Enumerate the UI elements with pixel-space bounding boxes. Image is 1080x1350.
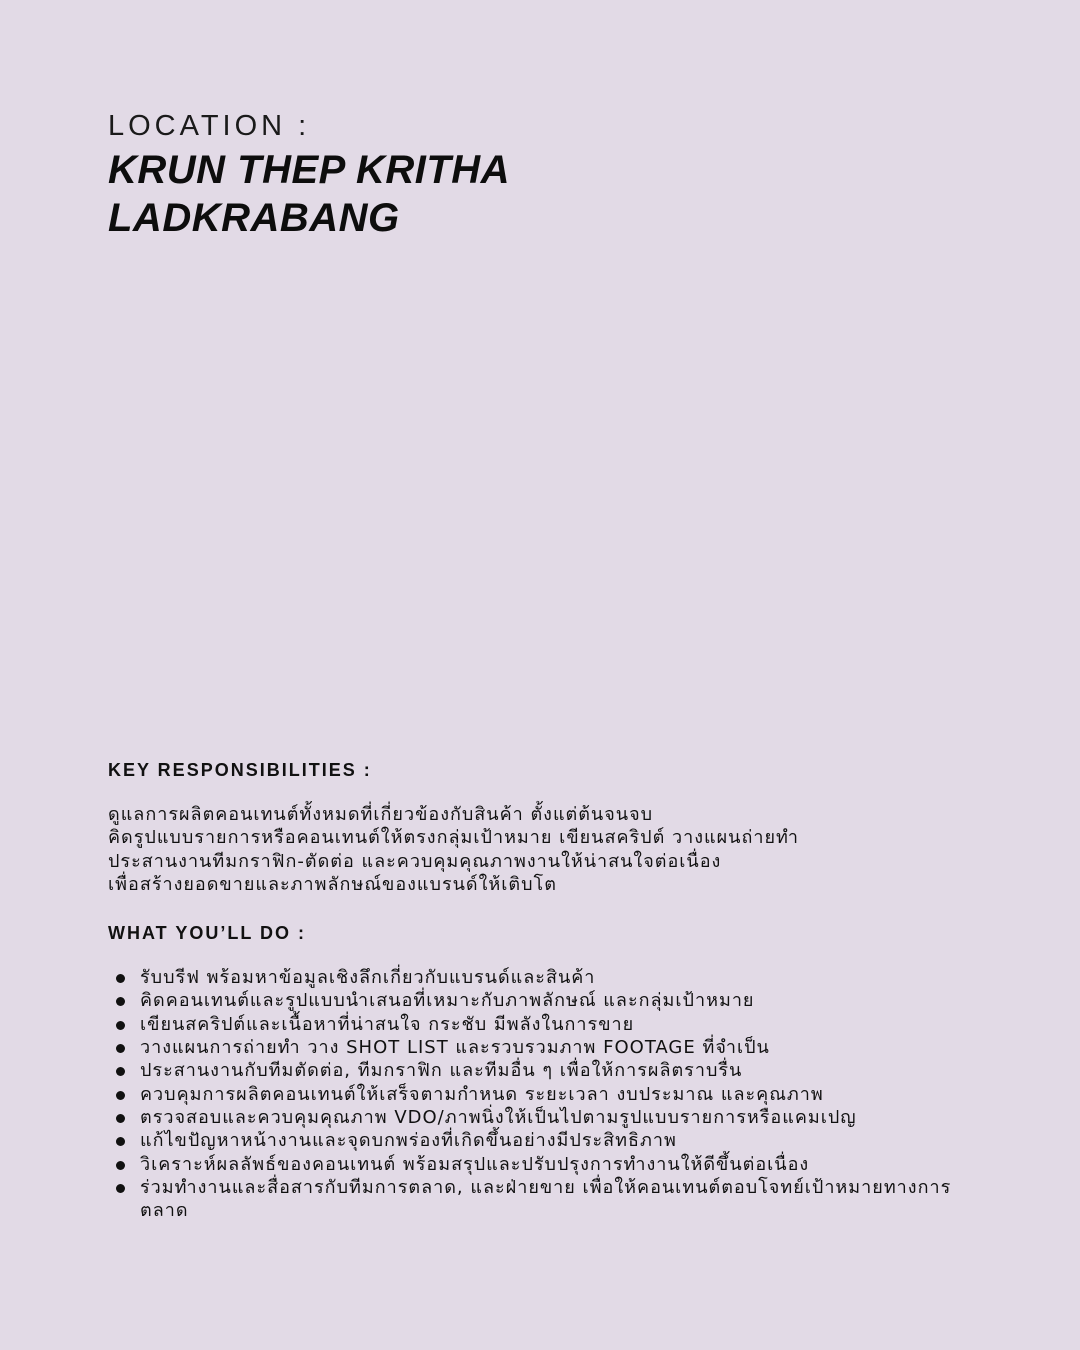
duty-item: แก้ไขปัญหาหน้างานและจุดบกพร่องที่เกิดขึ้นอย่างมีประสิทธิภาพ (108, 1129, 988, 1152)
location-name-line-2: LADKRABANG (108, 196, 400, 240)
duty-item: คิดคอนเทนต์และรูปแบบนำเสนอที่เหมาะกับภาพลักษณ์ และกลุ่มเป้าหมาย (108, 989, 988, 1012)
key-responsibilities-heading: KEY RESPONSIBILITIES : (108, 760, 372, 780)
duty-item: ควบคุมการผลิตคอนเทนต์ให้เสร็จตามกำหนด ระยะเวลา งบประมาณ และคุณภาพ (108, 1083, 988, 1106)
location-name-line-1: KRUN THEP KRITHA (108, 148, 511, 192)
duty-item: ร่วมทำงานและสื่อสารกับทีมการตลาด, และฝ่ายขาย เพื่อให้คอนเทนต์ตอบโจทย์เป้าหมายทางการตลาด (108, 1176, 988, 1223)
duties-list (108, 966, 988, 1222)
duty-item: วิเคราะห์ผลลัพธ์ของคอนเทนต์ พร้อมสรุปและปรับปรุงการทำงานให้ดีขึ้นต่อเนื่อง (108, 1153, 988, 1176)
duty-item: รับบรีฟ พร้อมหาข้อมูลเชิงลึกเกี่ยวกับแบรนด์และสินค้า (108, 966, 988, 989)
location-label: LOCATION : (108, 110, 311, 142)
duty-item: เขียนสคริปต์และเนื้อหาที่น่าสนใจ กระชับ มีพลังในการขาย (108, 1013, 988, 1036)
duty-item: ตรวจสอบและควบคุมคุณภาพ VDO/ภาพนิ่งให้เป็นไปตามรูปแบบรายการหรือแคมเปญ (108, 1106, 988, 1129)
summary-line: ประสานงานทีมกราฟิก-ตัดต่อ และควบคุมคุณภาพงานให้น่าสนใจต่อเนื่อง (108, 850, 722, 872)
summary-line: ดูแลการผลิตคอนเทนต์ทั้งหมดที่เกี่ยวข้องกับสินค้า ตั้งแต่ต้นจนจบ (108, 804, 654, 825)
job-details (108, 757, 988, 1222)
summary-line: เพื่อสร้างยอดขายและภาพลักษณ์ของแบรนด์ให้เติบโต (108, 873, 557, 895)
duty-item: ประสานงานกับทีมตัดต่อ, ทีมกราฟิก และทีมอื่น ๆ เพื่อให้การผลิตราบรื่น (108, 1059, 988, 1082)
location-name (108, 146, 968, 242)
summary-line: คิดรูปแบบรายการหรือคอนเทนต์ให้ตรงกลุ่มเป้าหมาย เขียนสคริปต์ วางแผนถ่ายทำ (108, 827, 799, 849)
location-block (108, 108, 968, 242)
key-responsibilities-text (108, 803, 988, 896)
what-youll-do-heading: WHAT YOU’LL DO : (108, 923, 306, 944)
duty-item: วางแผนการถ่ายทำ วาง SHOT LIST และรวบรวมภาพ FOOTAGE ที่จำเป็น (108, 1036, 988, 1059)
